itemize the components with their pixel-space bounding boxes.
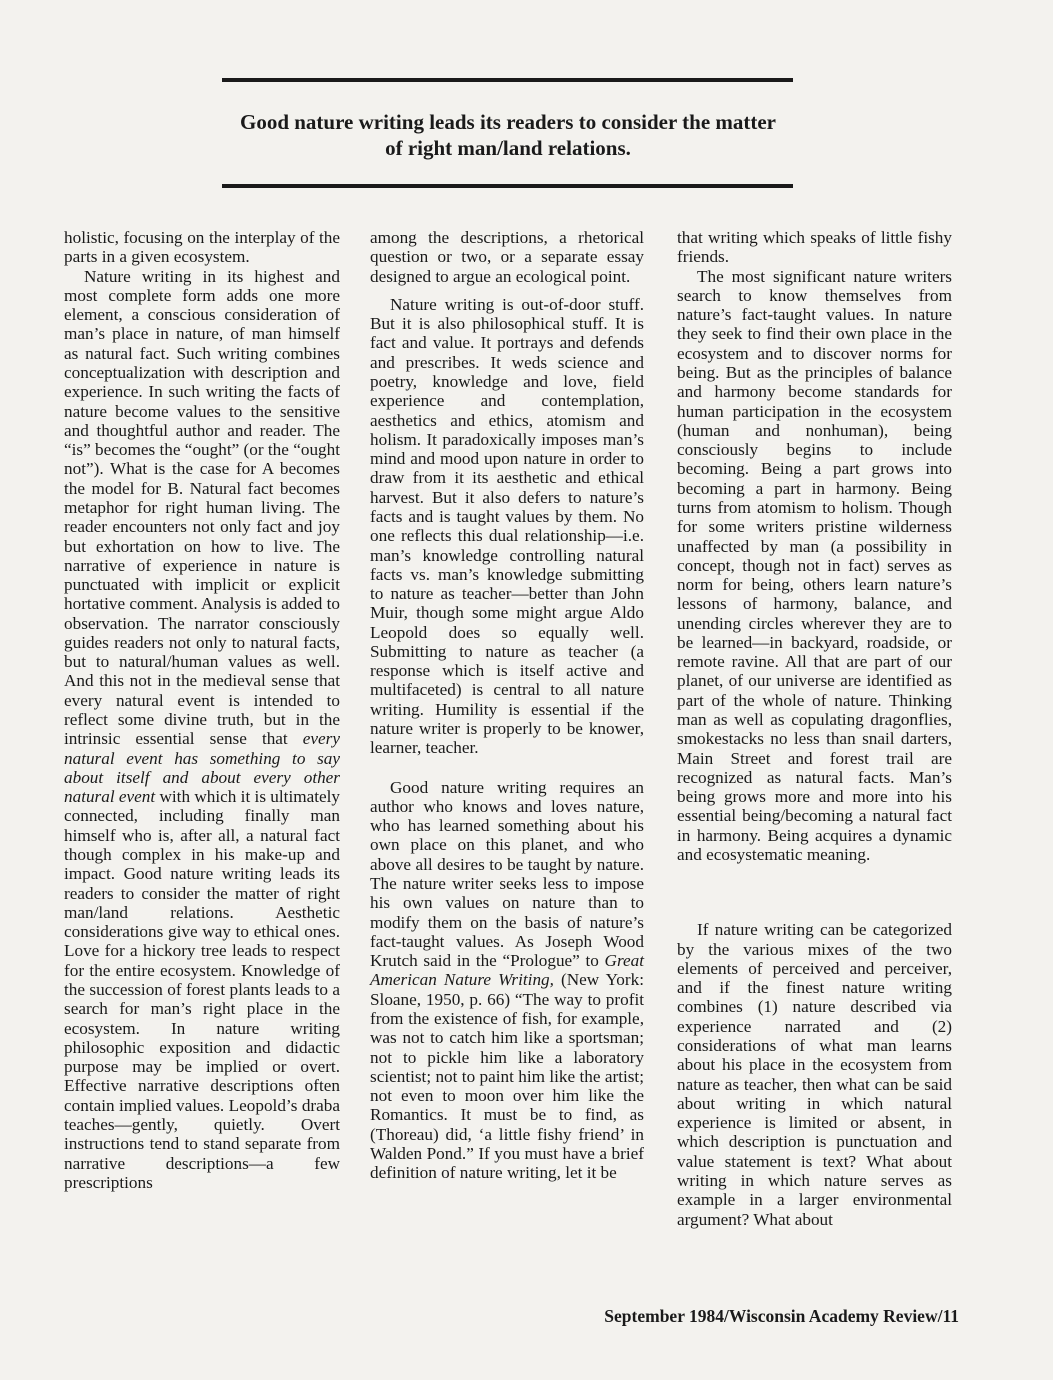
text-column-1: [64, 228, 340, 1192]
pullquote-line-2: of right man/land relations.: [385, 136, 631, 160]
text-run: Nature writing in its highest and most complete form adds one more element, a conscious consideration of man’s place in nature, of man himself as natural fact. Such writing combines conceptualization with description and experience. In such writing the facts of nature become values to the sensitive and thoughtful author and reader. The “is” becomes the “ought” (or the “ought not”). What is the case for A becomes the model for B. Natural fact becomes metaphor for right human living. The reader encounters not only fact and joy but exhortation on how to live. The narrative of experience in nature is punctuated with implicit or explicit hortative comment. Analysis is added to observation. The narrator consciously guides readers not only to natural facts, but to natural/human values as well. And this not in the medieval sense that every natural event is intended to reflect some divine truth, but in the intrinsic essential sense that: [64, 266, 340, 749]
page-footer: September 1984/Wisconsin Academy Review/11: [604, 1306, 959, 1326]
pullquote-line-1: Good nature writing leads its readers to consider the matter: [239, 110, 777, 134]
italic-text-run: every natural event has something to say about itself and about every other natural event: [64, 729, 340, 807]
text-column-2: [370, 228, 644, 1183]
paragraph: holistic, focusing on the interplay of the parts in a given ecosystem.: [64, 228, 340, 267]
paragraph: that writing which speaks of little fishy friends.: [677, 228, 952, 267]
paragraph: The most significant nature writers search to know themselves from nature’s fact-taught values. In nature they seek to find their own place in the ecosystem and to discover norms for being. But as the principles of balance and harmony become standards for human participation in the ecosystem (human and nonhuman), being consciously begins to include becoming. Being a part grows into becoming a part in harmony. Being turns from atomism to holism. Though for some writers pristine wilderness unaffected by man (a possibility in concept, though not in fact) serves as norm for being, others learn nature’s lessons of harmony, balance, and unending circles wherever they are to be learned—in backyard, roadside, or remote ravine. All that are part of our planet, of our universe are identified as part of the whole of nature. Thinking man as well as copulating dragonflies, smokestacks no less than snail darters, Main Street and forest trail are recognized as natural facts. Man’s being grows more and more into his essential being/becoming a natural fact in harmony. Being acquires a dynamic and ecosystematic meaning.: [677, 266, 952, 864]
paragraph: among the descriptions, a rhetorical question or two, or a separate essay designed to argue an ecological point.: [370, 228, 644, 286]
paragraph: If nature writing can be categorized by the various mixes of the two elements of perceived and perceiver, and if the finest nature writing combines (1) nature described via experience narrated and (2) considerations of what man learns about his place in the ecosystem from nature as teacher, then what can be said about writing in which natural experience is limited or absent, in which description is punctuation and value statement is text? What about writing in which nature serves as example in a larger environmental argument? What about: [677, 920, 952, 1229]
paragraph: [64, 267, 340, 1193]
paragraph: Nature writing is out-of-door stuff. But it is also philosophical stuff. It is fact and value. It portrays and defends and prescribes. It weds science and poetry, knowledge and love, field experience and contemplation, aesthetics and ethics, atomism and holism. It paradoxically imposes man’s mind and mood upon nature in order to draw from it its aesthetic and ethical harvest. But it also defers to nature’s facts and is taught values by them. No one reflects this dual relationship—i.e. man’s knowledge controlling natural facts vs. man’s knowledge submitting to nature as teacher—better than John Muir, though some might argue Aldo Leopold does so equally well. Submitting to nature as teacher (a response which is itself active and multifaceted) is central to all nature writing. Humility is essential if the nature writer is properly to be knower, learner, teacher.: [370, 294, 644, 758]
italic-text-run: Great American Nature Writing,: [370, 951, 644, 990]
text-run: (New York: Sloane, 1950, p. 66) “The way to profit from the existence of fish, for example, was not to catch him like a sportsman; not to pickle him like a laboratory scientist; not to paint him like the artist; not even to moon over him like the Romantics. It must be to find, as (Thoreau) did, ‘a little fishy friend’ in Walden Pond.” If you must have a brief definition of nature writing, let it be: [370, 970, 644, 1183]
text-run: Good nature writing requires an author who knows and loves nature, who has learned something about his own place on this planet, and who above all desires to be taught by nature. The nature writer seeks less to impose his own values on nature than to modify them on the basis of nature’s fact-taught values. As Joseph Wood Krutch said in the “Prologue” to: [370, 777, 644, 971]
text-column-3: [677, 228, 952, 1229]
pullquote: [200, 109, 816, 161]
pullquote-bottom-rule: [222, 184, 793, 188]
paragraph: [370, 778, 644, 1183]
pullquote-top-rule: [222, 78, 793, 82]
text-run: with which it is ultimately connected, including finally man himself who is, after all, a natural fact though complex in his make-up and impact. Good nature writing leads its readers to consider the matter of right man/land relations. Aesthetic considerations give way to ethical ones. Love for a hickory tree leads to respect for the entire ecosystem. Knowledge of the succession of forest plants leads to a search for man’s right place in the ecosystem. In nature writing philosophic exposition and didactic purpose may be implied or overt. Effective narrative descriptions often contain implied values. Leopold’s draba teaches—gently, quietly. Overt instructions tend to stand separate from narrative descriptions—a few prescriptions: [64, 787, 341, 1192]
